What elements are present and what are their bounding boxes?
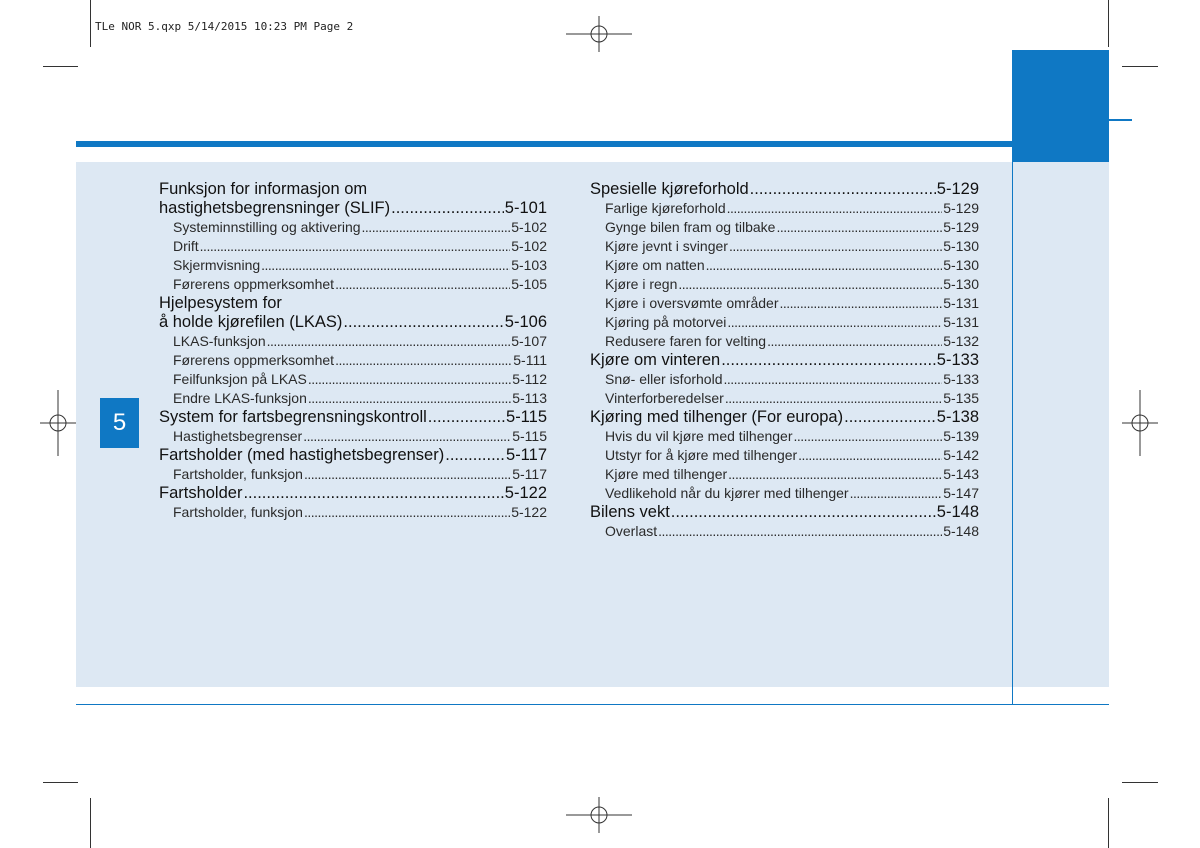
- page-number: 5-143: [943, 466, 979, 482]
- toc-subsection-title: Kjøre jevnt i svinger: [605, 238, 728, 254]
- toc-subsection-entry[interactable]: [590, 446, 979, 465]
- toc-subsection-title: Kjøring på motorvei: [605, 314, 727, 330]
- toc-subsection-title: Kjøre om natten: [605, 257, 705, 273]
- dot-leader: [335, 351, 512, 370]
- toc-subsection-entry[interactable]: [159, 503, 547, 522]
- toc-subsection-entry[interactable]: [590, 427, 979, 446]
- toc-subsection-entry[interactable]: [590, 237, 979, 256]
- crop-mark: [43, 66, 78, 67]
- dot-leader: [750, 180, 936, 199]
- page-number: 5-142: [943, 447, 979, 463]
- page-number: 5-129: [943, 200, 979, 216]
- chapter-color-block: [1012, 50, 1109, 162]
- page-number: 5-135: [943, 390, 979, 406]
- toc-subsection-title: Feilfunksjon på LKAS: [173, 371, 307, 387]
- dot-leader: [267, 332, 511, 351]
- page-number: 5-129: [936, 180, 979, 198]
- dot-leader: [798, 446, 942, 465]
- dot-leader: [335, 275, 510, 294]
- toc-section-title: Spesielle kjøreforhold: [590, 180, 749, 198]
- toc-section-title: Kjøring med tilhenger (For europa): [590, 408, 844, 426]
- toc-subsection-entry[interactable]: [590, 522, 979, 541]
- toc-subsection-entry[interactable]: [590, 294, 979, 313]
- dot-leader: [794, 427, 943, 446]
- dot-leader: [767, 332, 942, 351]
- toc-subsection-title: Snø- eller isforhold: [605, 371, 723, 387]
- registration-mark-icon: [566, 16, 632, 52]
- toc-subsection-title: Hastighetsbegrenser: [173, 428, 303, 444]
- toc-subsection-title: Gynge bilen fram og tilbake: [605, 219, 776, 235]
- toc-left-column: [159, 180, 547, 522]
- toc-subsection-title: Vedlikehold når du kjører med tilhenger: [605, 485, 849, 501]
- toc-subsection-entry[interactable]: [590, 256, 979, 275]
- crop-mark: [90, 798, 91, 848]
- page-number: 5-132: [943, 333, 979, 349]
- toc-section-entry[interactable]: [159, 484, 547, 503]
- page-number: 5-131: [943, 295, 979, 311]
- registration-mark-icon: [566, 797, 632, 833]
- toc-subsection-entry[interactable]: [159, 332, 547, 351]
- dot-leader: [362, 218, 511, 237]
- toc-section-entry[interactable]: [159, 199, 547, 218]
- page-number: 5-105: [511, 276, 547, 292]
- footer-rule: [76, 704, 1109, 705]
- toc-section-title: System for fartsbegrensningskontroll: [159, 408, 427, 426]
- toc-section-title: Fartsholder (med hastighetsbegrenser): [159, 446, 445, 464]
- crop-mark: [1108, 0, 1109, 47]
- crop-mark: [1108, 798, 1109, 848]
- toc-subsection-title: Hvis du vil kjøre med tilhenger: [605, 428, 793, 444]
- toc-section-entry[interactable]: [590, 351, 979, 370]
- page-number: 5-117: [506, 446, 547, 464]
- toc-subsection-entry[interactable]: [590, 332, 979, 351]
- page-number: 5-102: [511, 219, 547, 235]
- dot-leader: [445, 446, 505, 465]
- toc-subsection-title: LKAS-funksjon: [173, 333, 266, 349]
- page-number: 5-148: [943, 523, 979, 539]
- page-number: 5-147: [943, 485, 979, 501]
- dot-leader: [844, 408, 936, 427]
- toc-section-title: hastighetsbegrensninger (SLIF): [159, 199, 391, 217]
- toc-subsection-title: Utstyr for å kjøre med tilhenger: [605, 447, 798, 463]
- toc-subsection-title: Vinterforberedelser: [605, 390, 724, 406]
- crop-mark: [1122, 782, 1158, 783]
- toc-subsection-title: Kjøre i oversvømte områder: [605, 295, 779, 311]
- dot-leader: [200, 237, 511, 256]
- dot-leader: [303, 427, 511, 446]
- dot-leader: [243, 484, 503, 503]
- crop-mark: [43, 782, 78, 783]
- page-number: 5-115: [512, 428, 547, 444]
- toc-subsection-entry[interactable]: [159, 427, 547, 446]
- toc-section-entry[interactable]: [159, 446, 547, 465]
- page-number: 5-101: [504, 199, 547, 217]
- toc-subsection-entry[interactable]: [159, 370, 547, 389]
- toc-subsection-title: Skjermvisning: [173, 257, 261, 273]
- toc-right-column: [590, 180, 979, 541]
- page-number: 5-106: [504, 313, 547, 331]
- header-rule-tail: [1108, 119, 1132, 121]
- toc-subsection-title: Kjøre i regn: [605, 276, 678, 292]
- toc-subsection-title: Overlast: [605, 523, 658, 539]
- toc-subsection-entry[interactable]: [159, 275, 547, 294]
- dot-leader: [308, 370, 511, 389]
- page-number: 5-131: [943, 314, 979, 330]
- dot-leader: [727, 199, 943, 218]
- dot-leader: [728, 465, 942, 484]
- page-number: 5-102: [511, 238, 547, 254]
- toc-section-entry[interactable]: [159, 313, 547, 332]
- toc-subsection-title: Farlige kjøreforhold: [605, 200, 726, 216]
- dot-leader: [658, 522, 942, 541]
- toc-subsection-entry[interactable]: [159, 256, 547, 275]
- toc-section-title: Hjelpesystem for: [159, 294, 282, 312]
- page-number: 5-130: [943, 276, 979, 292]
- dot-leader: [428, 408, 505, 427]
- toc-subsection-title: Kjøre med tilhenger: [605, 466, 728, 482]
- page-number: 5-122: [504, 484, 547, 502]
- toc-subsection-title: Førerens oppmerksomhet: [173, 276, 335, 292]
- page-number: 5-111: [513, 352, 547, 368]
- dot-leader: [724, 370, 943, 389]
- page-number: 5-115: [506, 408, 547, 426]
- toc-subsection-title: Fartsholder, funksjon: [173, 466, 303, 482]
- toc-subsection-entry[interactable]: [159, 351, 547, 370]
- toc-subsection-entry[interactable]: [159, 389, 547, 408]
- toc-subsection-title: Endre LKAS-funksjon: [173, 390, 307, 406]
- toc-section-title: Kjøre om vinteren: [590, 351, 721, 369]
- toc-section-title: å holde kjørefilen (LKAS): [159, 313, 343, 331]
- dot-leader: [261, 256, 510, 275]
- toc-subsection-entry[interactable]: [159, 465, 547, 484]
- page-number: 5-113: [512, 390, 547, 406]
- page-number: 5-129: [943, 219, 979, 235]
- page-number: 5-133: [936, 351, 979, 369]
- toc-section-entry[interactable]: [159, 408, 547, 427]
- dot-leader: [391, 199, 504, 218]
- dot-leader: [706, 256, 943, 275]
- toc-section-entry[interactable]: [590, 408, 979, 427]
- page-number: 5-130: [943, 238, 979, 254]
- crop-mark: [90, 0, 91, 47]
- page-number: 5-139: [943, 428, 979, 444]
- toc-subsection-title: Redusere faren for velting: [605, 333, 767, 349]
- dot-leader: [343, 313, 503, 332]
- toc-subsection-entry[interactable]: [590, 370, 979, 389]
- toc-subsection-entry[interactable]: [590, 275, 979, 294]
- page-number: 5-130: [943, 257, 979, 273]
- page-number: 5-112: [512, 371, 547, 387]
- panel-divider: [1012, 162, 1013, 705]
- chapter-tab: [100, 398, 139, 448]
- toc-subsection-entry[interactable]: [590, 218, 979, 237]
- page-number: 5-133: [943, 371, 979, 387]
- page-number: 5-117: [512, 466, 547, 482]
- toc-section-title: Bilens vekt: [590, 503, 670, 521]
- crop-mark: [1122, 66, 1158, 67]
- dot-leader: [727, 313, 942, 332]
- header-rule: [76, 141, 1012, 147]
- toc-section-title: Funksjon for informasjon om: [159, 180, 368, 198]
- dot-leader: [671, 503, 936, 522]
- toc-section-title: Fartsholder: [159, 484, 243, 502]
- toc-subsection-title: Systeminnstilling og aktivering: [173, 219, 361, 235]
- dot-leader: [304, 503, 510, 522]
- toc-subsection-title: Drift: [173, 238, 199, 254]
- dot-leader: [304, 465, 511, 484]
- dot-leader: [308, 389, 511, 408]
- page-number: 5-103: [511, 257, 547, 273]
- page-number: 5-138: [936, 408, 979, 426]
- dot-leader: [725, 389, 942, 408]
- dot-leader: [850, 484, 943, 503]
- toc-subsection-entry[interactable]: [590, 484, 979, 503]
- chapter-number: 5: [112, 409, 127, 436]
- dot-leader: [729, 237, 942, 256]
- toc-section-entry[interactable]: [590, 180, 979, 199]
- toc-subsection-entry[interactable]: [590, 465, 979, 484]
- toc-subsection-entry[interactable]: [590, 313, 979, 332]
- toc-section-entry[interactable]: [590, 503, 979, 522]
- registration-mark-icon: [40, 390, 76, 456]
- print-slug: TLe NOR 5.qxp 5/14/2015 10:23 PM Page 2: [95, 20, 354, 33]
- toc-subsection-title: Førerens oppmerksomhet: [173, 352, 335, 368]
- dot-leader: [678, 275, 942, 294]
- page-number: 5-148: [936, 503, 979, 521]
- page-number: 5-122: [511, 504, 547, 520]
- dot-leader: [776, 218, 942, 237]
- dot-leader: [721, 351, 936, 370]
- dot-leader: [779, 294, 942, 313]
- toc-subsection-entry[interactable]: [590, 199, 979, 218]
- toc-subsection-title: Fartsholder, funksjon: [173, 504, 303, 520]
- page-number: 5-107: [511, 333, 547, 349]
- toc-subsection-entry[interactable]: [590, 389, 979, 408]
- toc-subsection-entry[interactable]: [159, 218, 547, 237]
- toc-subsection-entry[interactable]: [159, 237, 547, 256]
- registration-mark-icon: [1122, 390, 1158, 456]
